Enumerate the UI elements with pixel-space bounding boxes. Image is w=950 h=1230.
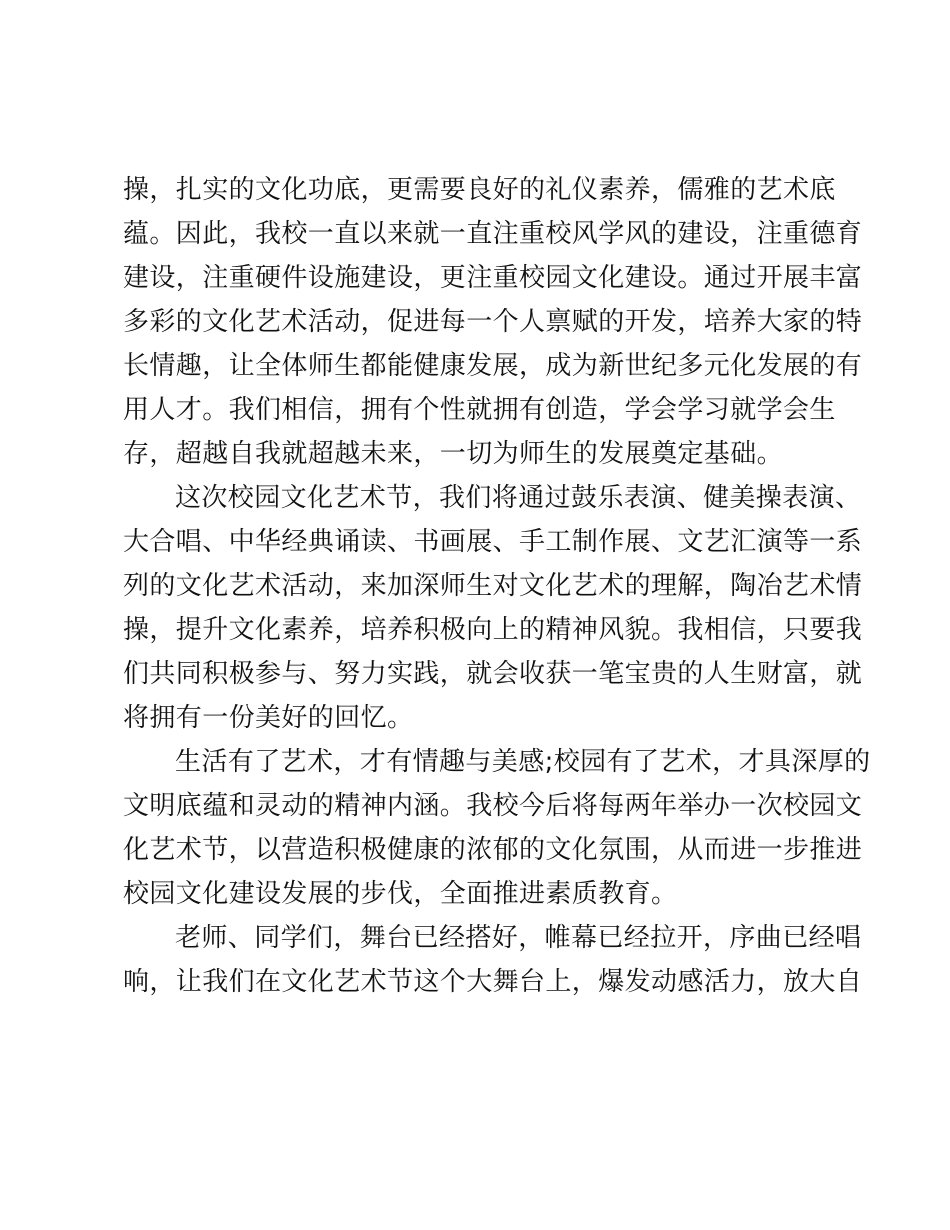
- text-line: 校园文化建设发展的步伐，全面推进素质教育。: [123, 879, 678, 909]
- text-line: 建设，注重硬件设施建设，更注重校园文化建设。通过开展丰富: [123, 263, 863, 293]
- text-line: 操，扎实的文化功底，更需要良好的礼仪素养，儒雅的艺术底: [123, 175, 836, 205]
- text-line: 列的文化艺术活动，来加深师生对文化艺术的理解，陶冶艺术情: [123, 571, 863, 601]
- text-line: 用人才。我们相信，拥有个性就拥有创造，学会学习就学会生: [123, 395, 836, 425]
- text-line: 响，让我们在文化艺术节这个大舞台上，爆发动感活力，放大自: [123, 967, 863, 997]
- text-line: 多彩的文化艺术活动，促进每一个人禀赋的开发，培养大家的特: [123, 307, 863, 337]
- text-line: 大合唱、中华经典诵读、书画展、手工制作展、文艺汇演等一系: [123, 527, 863, 557]
- text-line: 文明底蕴和灵动的精神内涵。我校今后将每两年举办一次校园文: [123, 791, 863, 821]
- paragraph-first-line: 这次校园文化艺术节，我们将通过鼓乐表演、健美操表演、: [175, 483, 862, 513]
- text-line: 化艺术节，以营造积极健康的浓郁的文化氛围，从而进一步推进: [123, 835, 863, 865]
- paragraph-first-line: 生活有了艺术，才有情趣与美感;校园有了艺术，才具深厚的: [175, 747, 871, 777]
- text-line: 蕴。因此，我校一直以来就一直注重校风学风的建设，注重德育: [123, 219, 863, 249]
- paragraph-first-line: 老师、同学们，舞台已经搭好，帷幕已经拉开，序曲已经唱: [175, 923, 862, 953]
- text-line: 长情趣，让全体师生都能健康发展，成为新世纪多元化发展的有: [123, 351, 863, 381]
- text-line: 们共同积极参与、努力实践，就会收获一笔宝贵的人生财富，就: [123, 659, 863, 689]
- text-line: 操，提升文化素养，培养积极向上的精神风貌。我相信，只要我: [123, 615, 863, 645]
- text-line: 存，超越自我就超越未来，一切为师生的发展奠定基础。: [123, 439, 784, 469]
- text-line: 将拥有一份美好的回忆。: [123, 703, 414, 733]
